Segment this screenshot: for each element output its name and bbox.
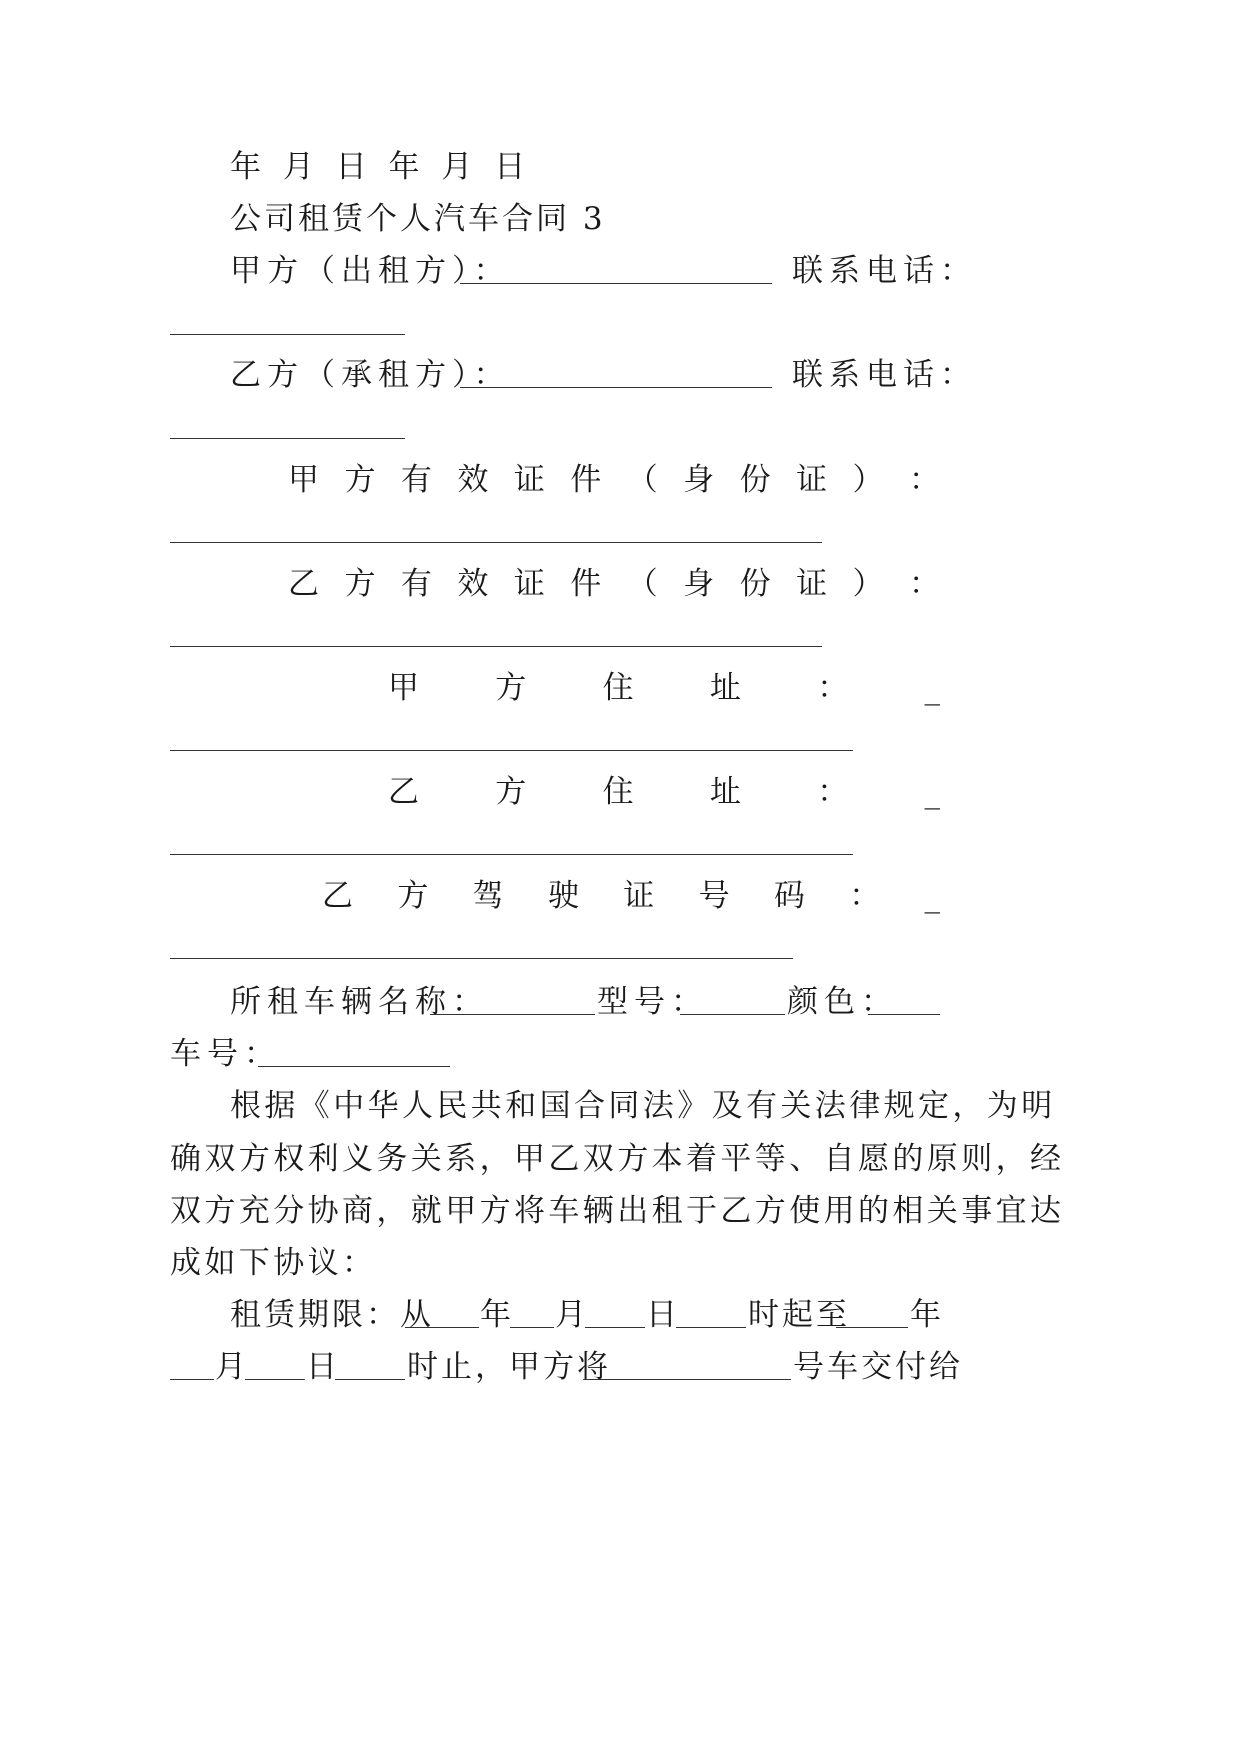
- id-char: 证: [513, 566, 545, 602]
- date-line: 年 月 日 年 月 日: [230, 149, 532, 185]
- color-label: 颜色：: [787, 984, 898, 1020]
- lease-start-month-unit: 月: [555, 1297, 592, 1333]
- vehicle-plate-handover-blank[interactable]: [583, 1379, 791, 1380]
- id-char: 乙: [288, 566, 319, 602]
- id-char: 甲: [288, 462, 319, 498]
- party-a-address-blank[interactable]: [170, 750, 853, 751]
- party-a-phone-blank[interactable]: [170, 334, 405, 335]
- party-b-name-blank[interactable]: [460, 387, 772, 388]
- id-char: 件: [570, 462, 602, 498]
- id-char: 份: [739, 462, 771, 498]
- lease-end-month-blank[interactable]: [170, 1379, 214, 1380]
- lease-start-hour-blank[interactable]: [676, 1327, 746, 1328]
- id-char: ：: [908, 566, 940, 602]
- id-char: ：: [908, 462, 940, 498]
- id-char: 证: [796, 566, 828, 602]
- lease-to-suffix: 时止，甲方将: [407, 1349, 611, 1385]
- license-char: 方: [397, 878, 429, 914]
- id-char: （: [626, 566, 658, 602]
- basis-para-line-1: 根据《中华人民共和国合同法》及有关法律规定，为明: [230, 1088, 1056, 1124]
- license-char: 号: [698, 878, 730, 914]
- party-b-license-blank[interactable]: [170, 958, 793, 959]
- party-b-address-label: [388, 772, 940, 812]
- address-char: ：: [817, 670, 849, 706]
- address-char: 方: [495, 774, 527, 810]
- lease-end-day-unit: 日: [306, 1349, 343, 1385]
- lease-start-month-blank[interactable]: [510, 1327, 554, 1328]
- id-char: 效: [457, 462, 489, 498]
- address-char: 甲: [388, 670, 419, 706]
- license-char: 码: [773, 878, 805, 914]
- address-char: 住: [602, 774, 634, 810]
- lease-start-day-unit: 日: [646, 1297, 683, 1333]
- lease-start-day-blank[interactable]: [585, 1327, 645, 1328]
- party-a-name-blank[interactable]: [460, 283, 772, 284]
- basis-para-line-4: 成如下协议：: [170, 1245, 377, 1281]
- lease-end-year-blank[interactable]: [836, 1327, 908, 1328]
- license-char: 证: [623, 878, 655, 914]
- model-label: 型号：: [597, 984, 708, 1020]
- color-blank[interactable]: [868, 1014, 940, 1015]
- party-b-id-blank[interactable]: [170, 646, 822, 647]
- address-char: 住: [602, 670, 634, 706]
- party-b-id-label: [288, 564, 940, 604]
- address-char: 址: [709, 670, 741, 706]
- lease-from-suffix: 时起至: [748, 1297, 850, 1333]
- basis-para-line-2: 确双方权利义务关系，甲乙双方本着平等、自愿的原则，经: [170, 1141, 1065, 1177]
- address-char: ：: [817, 774, 849, 810]
- party-b-phone-label: 联系电话：: [792, 357, 977, 393]
- id-char: ）: [852, 566, 884, 602]
- vehicle-name-label: 所租车辆名称：: [230, 984, 489, 1020]
- id-char: （: [626, 462, 658, 498]
- party-b-address-blank[interactable]: [170, 854, 853, 855]
- id-char: 方: [344, 566, 376, 602]
- party-a-id-label: [288, 460, 940, 500]
- address-char: _: [924, 774, 940, 810]
- party-a-phone-label: 联系电话：: [792, 253, 977, 289]
- id-char: 件: [570, 566, 602, 602]
- address-char: 址: [709, 774, 741, 810]
- id-char: 方: [344, 462, 376, 498]
- basis-para-line-3: 双方充分协商，就甲方将车辆出租于乙方使用的相关事宜达: [170, 1193, 1065, 1229]
- address-char: 乙: [388, 774, 419, 810]
- license-char: 乙: [322, 878, 353, 914]
- contract-title: 公司租赁个人汽车合同 3: [230, 201, 606, 237]
- id-char: 份: [739, 566, 771, 602]
- plate-label: 车号：: [170, 1036, 281, 1072]
- lease-end-day-blank[interactable]: [245, 1379, 305, 1380]
- party-a-address-label: [388, 668, 940, 708]
- party-b-license-label: [322, 876, 940, 916]
- vehicle-name-blank[interactable]: [430, 1014, 595, 1015]
- id-char: 身: [683, 566, 715, 602]
- license-char: 驶: [547, 878, 579, 914]
- party-b-phone-blank[interactable]: [170, 438, 405, 439]
- party-a-label: 甲方（出租方）：: [230, 253, 511, 289]
- model-blank[interactable]: [680, 1014, 785, 1015]
- id-char: 身: [683, 462, 715, 498]
- handover-text: 号车交付给: [793, 1349, 963, 1385]
- id-char: 证: [796, 462, 828, 498]
- address-char: 方: [495, 670, 527, 706]
- id-char: 效: [457, 566, 489, 602]
- party-a-id-blank[interactable]: [170, 542, 822, 543]
- id-char: 有: [400, 566, 432, 602]
- lease-term-prefix: 租赁期限：从: [230, 1297, 434, 1333]
- license-char: _: [924, 878, 940, 914]
- id-char: ）: [852, 462, 884, 498]
- lease-start-year-unit: 年: [480, 1297, 517, 1333]
- party-b-label: 乙方（承租方）：: [230, 357, 511, 393]
- address-char: _: [924, 670, 940, 706]
- license-char: 驾: [472, 878, 504, 914]
- lease-start-year-blank[interactable]: [405, 1327, 479, 1328]
- id-char: 证: [513, 462, 545, 498]
- id-char: 有: [400, 462, 432, 498]
- lease-end-month-unit: 月: [215, 1349, 252, 1385]
- license-char: ：: [849, 878, 881, 914]
- lease-end-hour-blank[interactable]: [335, 1379, 405, 1380]
- plate-blank[interactable]: [258, 1066, 450, 1067]
- lease-end-year-unit: 年: [910, 1297, 947, 1333]
